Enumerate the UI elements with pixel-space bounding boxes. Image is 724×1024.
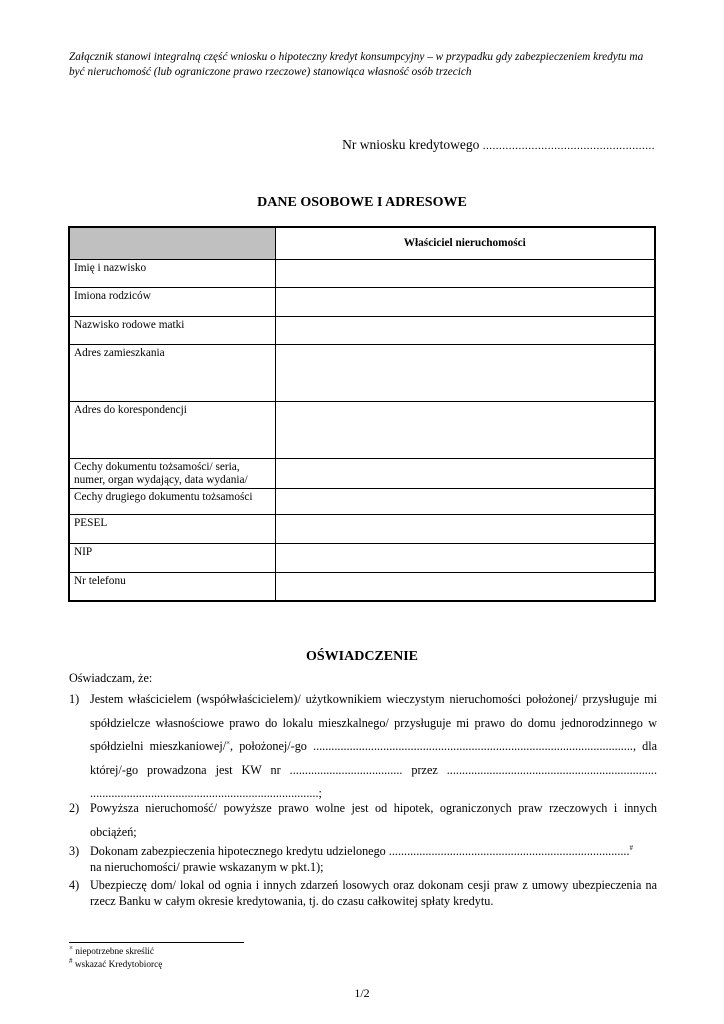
footnote-separator bbox=[69, 942, 244, 943]
item-number: 1) bbox=[69, 692, 80, 706]
owner-column-header: Właściciel nieruchomości bbox=[275, 227, 655, 259]
footnote-mark: # bbox=[69, 956, 73, 965]
declaration-intro: Oświadczam, że: bbox=[69, 671, 153, 685]
application-number-label: Nr wniosku kredytowego bbox=[342, 137, 480, 152]
input-correspondence-address[interactable] bbox=[275, 401, 655, 458]
row-label-parents: Imiona rodziców bbox=[69, 287, 275, 316]
input-id-document[interactable] bbox=[275, 458, 655, 488]
row-label-id-document: Cechy dokumentu tożsamości/ seria, numer, organ wydający, data wydania/ bbox=[69, 458, 275, 488]
declaration-item-2 bbox=[69, 797, 657, 844]
row-label-name: Imię i nazwisko bbox=[69, 259, 275, 287]
input-second-id-document[interactable] bbox=[275, 488, 655, 514]
row-label-pesel: PESEL bbox=[69, 514, 275, 543]
footnote-2 bbox=[69, 956, 163, 970]
item-2-text: Powyższa nieruchomość/ powyższe prawo wolne jest od hipotek, ograniczonych praw rzeczowych i innych obciążeń; bbox=[90, 801, 657, 839]
footnote-text: niepotrzebne skreślić bbox=[75, 947, 155, 957]
footnote-mark: # bbox=[629, 843, 634, 852]
declaration-title: OŚWIADCZENIE bbox=[305, 649, 419, 664]
item-1-text: Jestem właścicielem (współwłaścicielem)/ użytkownikiem wieczystym nieruchomości położonej/ przysługuje mi spółdzielcze własnościowe prawo do lokalu mieszkalnego/ przysługuje mi prawo do domu jednorodzinnego w spółdzielni mieszkaniowej/ bbox=[90, 692, 657, 753]
row-label-phone: Nr telefonu bbox=[69, 572, 275, 601]
input-name[interactable] bbox=[275, 259, 655, 287]
item-1-text-continued: , położonej/-go ........................................................................................................., dla której/-go prowadzona jest KW nr ..................................... przez ..................................................................... ...........................................................................; bbox=[90, 739, 657, 800]
row-label-correspondence-address: Adres do korespondencji bbox=[69, 401, 275, 458]
row-label-address: Adres zamieszkania bbox=[69, 344, 275, 401]
application-number bbox=[342, 137, 655, 153]
input-pesel[interactable] bbox=[275, 514, 655, 543]
item-number: 2) bbox=[69, 801, 80, 815]
header-note: Załącznik stanowi integralną część wniosku o hipoteczny kredyt konsumpcyjny – w przypadku gdy zabezpieczeniem kredytu ma być nieruchomość (lub ograniczone prawo rzeczowe) stanowiąca własność osób trzecich bbox=[69, 51, 644, 78]
personal-data-table bbox=[68, 226, 656, 602]
item-4-text: Ubezpieczę dom/ lokal od ognia i innych zdarzeń losowych oraz dokonam cesji praw z umowy ubezpieczenia na rzecz Banku w całym okresie kredytowania, tj. do czasu całkowitej spłaty kredytu. bbox=[90, 878, 657, 908]
footnote-mark: × bbox=[69, 943, 73, 952]
page-number: 1/2 bbox=[354, 986, 370, 1000]
row-label-mother-maiden-name: Nazwisko rodowe matki bbox=[69, 316, 275, 344]
declaration-item-3 bbox=[69, 844, 657, 875]
table-header-blank bbox=[69, 227, 275, 259]
input-phone[interactable] bbox=[275, 572, 655, 601]
item-3-text-continued: na nieruchomości/ prawie wskazanym w pkt.1); bbox=[90, 859, 324, 874]
input-mother-maiden-name[interactable] bbox=[275, 316, 655, 344]
declaration-item-4 bbox=[69, 878, 657, 909]
personal-data-title: DANE OSOBOWE I ADRESOWE bbox=[257, 195, 467, 210]
input-nip[interactable] bbox=[275, 543, 655, 572]
item-3-text: Dokonam zabezpieczenia hipotecznego kredytu udzielonego ............................................................................... bbox=[90, 844, 630, 858]
application-number-field[interactable]: ..................................................... bbox=[482, 140, 655, 152]
footnote-1 bbox=[69, 943, 155, 957]
footnote-text: wskazać Kredytobiorcę bbox=[74, 960, 163, 970]
item-number: 4) bbox=[69, 878, 80, 892]
item-number: 3) bbox=[69, 844, 80, 858]
row-label-nip: NIP bbox=[69, 543, 275, 572]
input-address[interactable] bbox=[275, 344, 655, 401]
footnote-mark: × bbox=[226, 738, 231, 747]
input-parents[interactable] bbox=[275, 287, 655, 316]
declaration-item-1 bbox=[69, 688, 657, 806]
row-label-second-id-document: Cechy drugiego dokumentu tożsamości bbox=[69, 488, 275, 514]
